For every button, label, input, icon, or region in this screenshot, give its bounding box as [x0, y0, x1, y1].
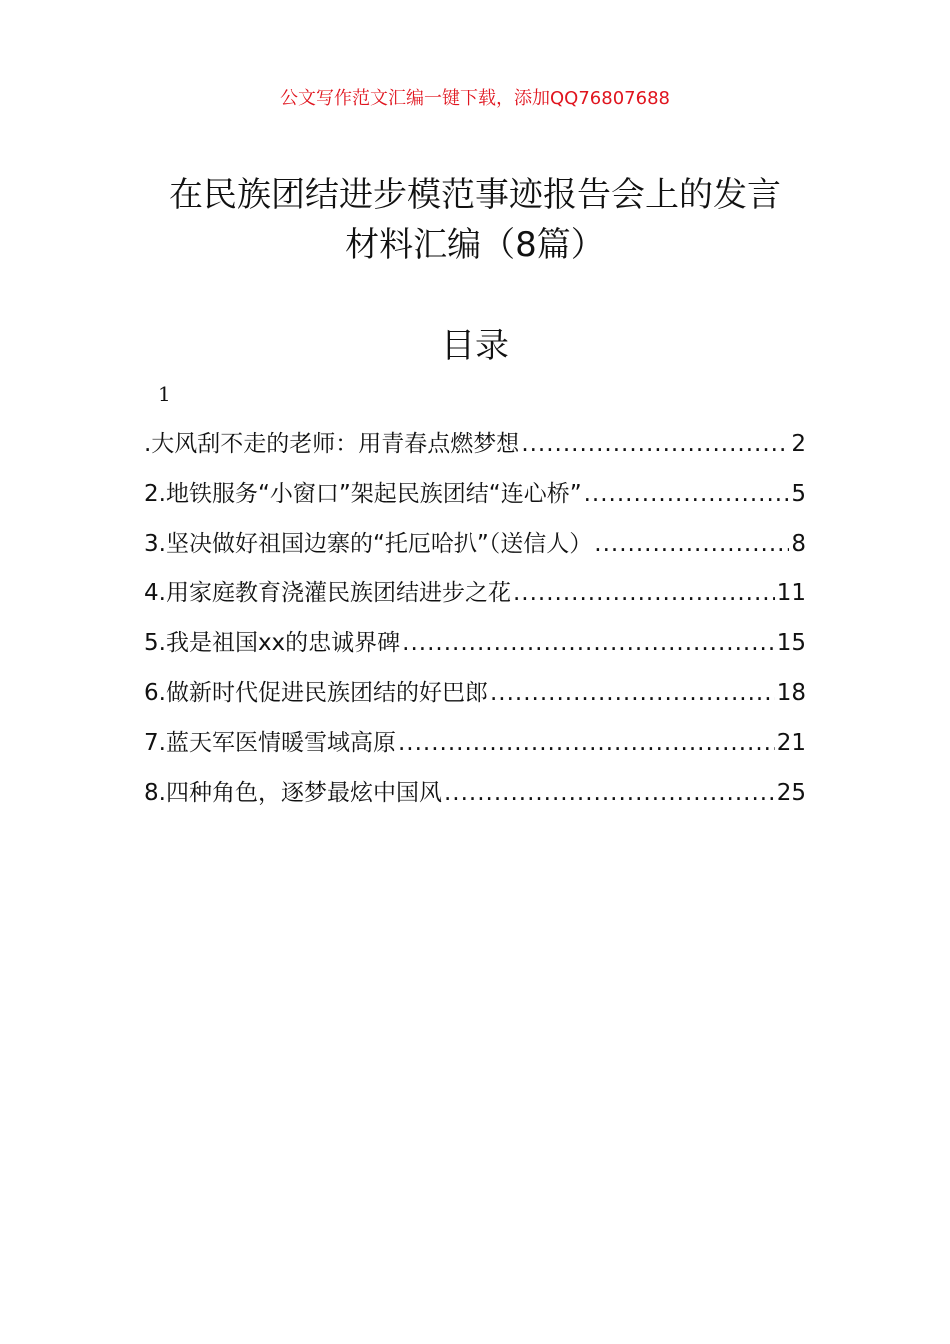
- toc-dot-leader: [490, 669, 775, 719]
- toc-entry-title: 6.做新时代促进民族团结的好巴郎: [144, 679, 488, 706]
- toc-entry-title: 4.用家庭教育浇灌民族团结进步之花: [144, 580, 511, 607]
- toc-entry-7[interactable]: [144, 719, 806, 769]
- toc-entry-title: 2.地铁服务“小窗口”架起民族团结“连心桥”: [144, 480, 582, 507]
- toc-entry-page: 21: [776, 729, 806, 756]
- toc-entry-page: 11: [776, 580, 806, 607]
- document-title-line-1: 在民族团结进步模范事迹报告会上的发言: [169, 175, 781, 215]
- toc-entry-page: 15: [776, 630, 806, 657]
- toc-heading: 目录: [441, 326, 509, 366]
- toc-dot-leader: [444, 769, 775, 819]
- toc-dot-leader: [521, 420, 789, 470]
- toc-entry-8[interactable]: [144, 769, 806, 819]
- toc-entry-title: 5.我是祖国xx的忠诚界碑: [144, 630, 401, 657]
- toc-entry-page: 8: [791, 530, 806, 557]
- table-of-contents: [144, 420, 806, 818]
- toc-entry-title: 8.四种角色，逐梦最炫中国风: [144, 779, 442, 806]
- download-promo-note: 公文写作范文汇编一键下载，添加QQ76807688: [280, 88, 670, 109]
- toc-entry-3[interactable]: [144, 520, 806, 570]
- toc-dot-leader: [584, 470, 790, 520]
- toc-entry-page: 18: [776, 679, 806, 706]
- toc-dot-leader: [594, 520, 789, 570]
- toc-entry-page: 25: [776, 779, 806, 806]
- toc-entry-title: 3.坚决做好祖国边寨的“托厄哈扒”（送信人）: [144, 530, 593, 557]
- toc-dot-leader: [402, 619, 775, 669]
- toc-entry-4[interactable]: [144, 569, 806, 619]
- toc-entry-5[interactable]: [144, 619, 806, 669]
- toc-entry-page: 5: [791, 480, 806, 507]
- document-title: [120, 170, 830, 270]
- toc-dot-leader: [398, 719, 775, 769]
- toc-entry-title: .大风刮不走的老师：用青春点燃梦想: [144, 431, 520, 457]
- toc-stray-number: 1: [158, 382, 171, 406]
- toc-entry-6[interactable]: [144, 669, 806, 719]
- toc-entry-1[interactable]: [144, 420, 806, 470]
- toc-entry-page: 2: [791, 431, 806, 457]
- toc-dot-leader: [513, 569, 775, 619]
- document-title-line-2: 材料汇编（8篇）: [345, 225, 605, 265]
- toc-entry-2[interactable]: [144, 470, 806, 520]
- toc-entry-title: 7.蓝天军医情暖雪域高原: [144, 729, 396, 756]
